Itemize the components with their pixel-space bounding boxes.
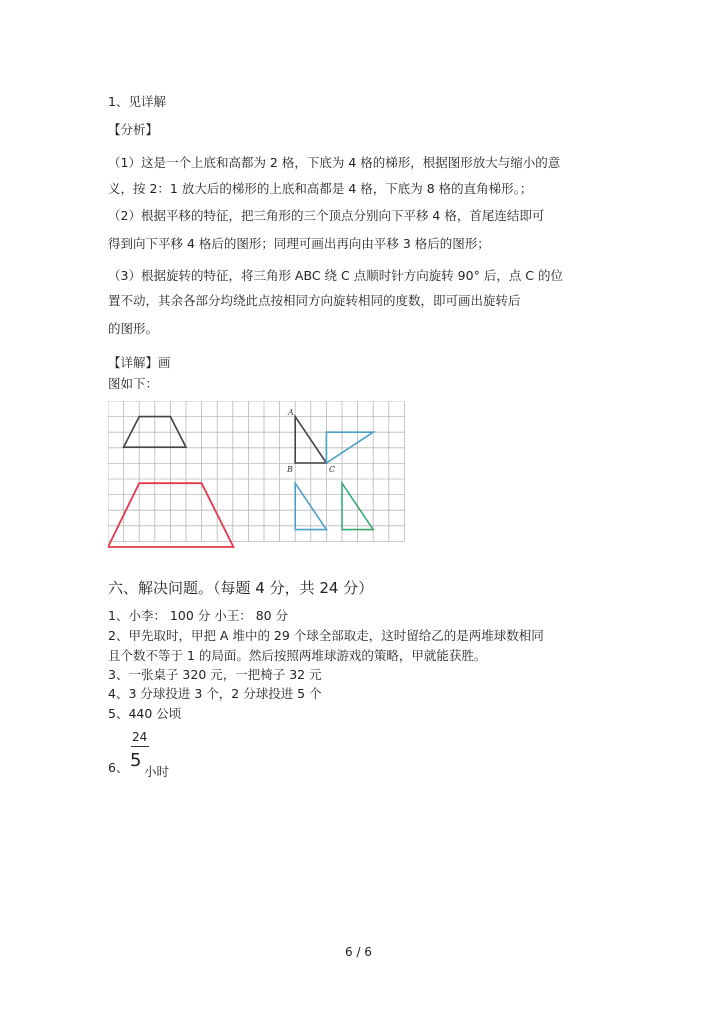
vertex-label-b: B <box>287 465 293 474</box>
vertex-label-c: C <box>329 465 336 474</box>
analysis-para-3-line-2: 置不动，其余各部分均绕此点按相同方向旋转相同的度数，即可画出旋转后 <box>108 293 521 308</box>
fraction-denominator: 5 <box>130 750 142 771</box>
section-6-answer-6-prefix: 6、 <box>108 760 129 775</box>
analysis-para-1-line-2: 义，按 2：1 放大后的梯形的上底和高都是 4 格，下底为 8 格的直角梯形。； <box>108 181 533 196</box>
section-6-answer-5: 5、440 公顷 <box>108 706 182 721</box>
detail-line-2: 图如下： <box>108 376 159 391</box>
vertex-label-a: A <box>288 408 294 417</box>
answer-1-heading: 1、见详解 <box>108 94 166 109</box>
fraction-numerator: 24 <box>132 730 148 744</box>
analysis-para-2-line-2: 得到向下平移 4 格后的图形；同理可画出再向由平移 3 格后的图形； <box>108 236 490 251</box>
analysis-para-3-line-1: （3）根据旋转的特征，将三角形 ABC 绕 C 点顺时针方向旋转 90° 后，点 C 的位 <box>108 268 563 283</box>
analysis-para-3-line-3: 的图形。 <box>108 321 159 336</box>
section-6-answer-1: 1、小李： 100 分 小王： 80 分 <box>108 608 289 623</box>
detail-label: 【详解】画 <box>108 355 171 370</box>
section-6-answer-4: 4、3 分球投进 3 个，2 分球投进 5 个 <box>108 686 322 701</box>
section-6-title: 六、解决问题。（每题 4 分，共 24 分） <box>108 579 374 597</box>
analysis-para-1-line-1: （1）这是一个上底和高都为 2 格，下底为 4 格的梯形，根据图形放大与缩小的意 <box>108 155 561 170</box>
grid-lines <box>108 401 404 541</box>
section-6-answer-2-line-1: 2、甲先取时，甲把 A 堆中的 29 个球全部取走，这时留给乙的是两堆球数相同 <box>108 628 544 643</box>
geometry-grid-figure <box>108 401 410 549</box>
section-6-answer-2-line-2: 且个数不等于 1 的局面。然后按照两堆球游戏的策略，甲就能获胜。 <box>108 648 487 663</box>
analysis-para-2-line-1: （2）根据平移的特征，把三角形的三个顶点分别向下平移 4 格，首尾连结即可 <box>108 208 545 223</box>
page-number: 6 / 6 <box>345 945 372 959</box>
fraction-bar <box>131 746 149 747</box>
section-6-answer-3: 3、一张桌子 320 元，一把椅子 32 元 <box>108 667 322 682</box>
analysis-label: 【分析】 <box>108 122 159 137</box>
fraction-unit: 小时 <box>144 764 170 779</box>
